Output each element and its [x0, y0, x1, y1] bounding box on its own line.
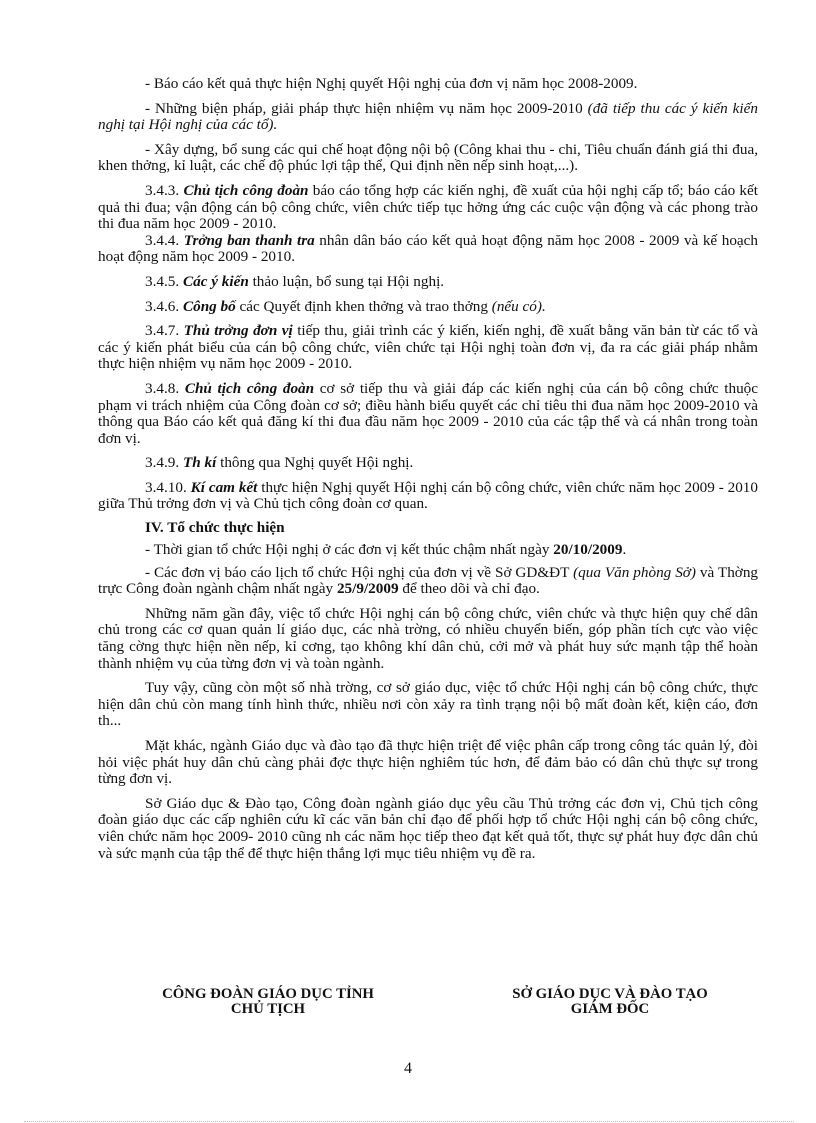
- item-3-4-6: 3.4.6. Công bố các Quyết định khen thởng và trao thởng (nếu có).: [145, 297, 546, 315]
- role-secretary: Th kí: [182, 454, 217, 472]
- page-bottom-divider: [24, 1121, 794, 1122]
- paragraph-report-results: - Báo cáo kết quả thực hiện Nghị quyết Hội nghị của đơn vị năm học 2008-2009.: [145, 75, 638, 92]
- body-paragraph-3: Mặt khác, ngành Giáo dục và đào tạo đã thực hiện triệt để việc phân cấp trong công tác quản lý, đòi hỏi việc phát huy dân chủ càng phải đợc thực hiện nghiêm túc hơn, để đảm bảo có dân chủ thực sự trong từng đơn vị.: [98, 737, 758, 788]
- item-3-4-9: 3.4.9. Th kí thông qua Nghị quyết Hội nghị.: [145, 454, 414, 472]
- schedule-date: 25/9/2009: [336, 580, 399, 598]
- deadline-date: 20/10/2009: [553, 541, 623, 559]
- item-3-4-8: 3.4.8. Chủ tịch công đoàn cơ sở tiếp thu và giải đáp các kiến nghị của cán bộ công chức thuộc phạm vi trách nhiệm của Công đoàn cơ sở; điều hành biểu quyết các chỉ tiêu thi đua năm học 2009-2010 và thông qua Báo cáo kết quả đăng kí thi đua đầu năm học 2009 - 2010 của các tập thể và cá nhân trong toàn đơn vị.: [98, 379, 758, 447]
- signature-right-title: GIÁM ĐỐC: [570, 1001, 650, 1017]
- signature-left-title: CHỦ TỊCH: [230, 1001, 306, 1017]
- role-union-chair: Chủ tịch công đoàn: [183, 181, 309, 199]
- role-commitment: Kí cam kết: [190, 478, 258, 496]
- document-body: [98, 76, 758, 862]
- role-union-chair-2: Chủ tịch công đoàn: [184, 379, 315, 397]
- body-paragraph-2: Tuy vậy, cũng còn một số nhà trờng, cơ sở giáo dục, việc tổ chức Hội nghị cán bộ công chức, thực hiện dân chủ còn mang tính hình thức, nhiều nơi còn xảy ra tình trạng nội bộ mất đoàn kết, kiện cáo, đơn th...: [98, 679, 758, 730]
- paragraph-regulations: - Xây dựng, bổ sung các qui chế hoạt động nội bộ (Công khai thu - chi, Tiêu chuẩn đánh giá thi đua, khen thởng, kỉ luật, các chế độ phúc lợi tập thể, Qui định nền nếp sinh hoạt,...).: [98, 140, 758, 175]
- signature-right: [470, 987, 750, 1017]
- section-heading: IV. Tổ chức thực hiện: [145, 519, 285, 537]
- role-announce: Công bố: [182, 297, 236, 315]
- signature-left: [128, 987, 408, 1017]
- body-paragraph-1: Những năm gần đây, việc tổ chức Hội nghị cán bộ công chức, viên chức và thực hiện quy chế dân chủ trong các cơ quan quản lí giáo dục, các nhà trờng, có nhiều chuyển biến, góp phần tích cực vào việc tăng cờng thực hiện nền nếp, kỉ cơng, tạo không khí dân chủ, cởi mở và phát huy sức mạnh tập thể hoàn thành nhiệm vụ của từng đơn vị và toàn ngành.: [98, 604, 758, 672]
- item-3-4-4: 3.4.4. Trởng ban thanh tra nhân dân báo cáo kết quả hoạt động năm học 2008 - 2009 và kế hoạch hoạt động năm học 2009 - 2010.: [98, 231, 759, 266]
- body-paragraph-4: Sở Giáo dục & Đào tạo, Công đoàn ngành giáo dục yêu cầu Thủ trởng các đơn vị, Chủ tịch công đoàn giáo dục các cấp nghiên cứu kĩ các văn bản chỉ đạo để phối hợp tổ chức Hội nghị cán bộ công chức, viên chức năm học 2009- 2010 cũng nh các năm học tiếp theo đạt kết quả tốt, thực sự phát huy đợc dân chủ và sức mạnh của tập thể để thực hiện thắng lợi mục tiêu nhiệm vụ đề ra.: [98, 794, 758, 862]
- role-opinions: Các ý kiến: [182, 272, 249, 290]
- item-3-4-5: 3.4.5. Các ý kiến thảo luận, bổ sung tại Hội nghị.: [145, 272, 445, 290]
- section-item-schedule: - Các đơn vị báo cáo lịch tổ chức Hội nghị của đơn vị về Sở GD&ĐT (qua Văn phòng Sở) và Thờng trực Công đoàn ngành chậm nhất ngày 25/9/2009 để theo dõi và chỉ đạo.: [98, 563, 759, 598]
- item-3-4-7: 3.4.7. Thủ trởng đơn vị tiếp thu, giải trình các ý kiến, kiến nghị, đề xuất bằng văn bản từ các tổ và các ý kiến phát biểu của cán bộ công chức, viên chức tại Hội nghị toàn đơn vị, đa ra các giải pháp nhằm thực hiện nhiệm vụ năm học 2009 - 2010.: [98, 322, 759, 373]
- signature-left-org: CÔNG ĐOÀN GIÁO DỤC TỈNH: [162, 986, 374, 1002]
- page-number: 4: [404, 1060, 412, 1077]
- signature-block: [98, 987, 758, 1023]
- role-unit-head: Thủ trởng đơn vị: [183, 322, 293, 340]
- item-3-4-3: 3.4.3. Chủ tịch công đoàn báo cáo tổng hợp các kiến nghị, đề xuất của hội nghị cấp tổ; báo cáo kết quả thi đua; vận động cán bộ công chức, viên chức tiếp tục hởng ứng các cuộc vận động và các phong trào thi đua năm học 2009 - 2010.: [98, 181, 758, 233]
- item-3-4-10: 3.4.10. Kí cam kết thực hiện Nghị quyết Hội nghị cán bộ công chức, viên chức năm học 2009 - 2010 giữa Thủ trởng đơn vị và Chủ tịch công đoàn cơ quan.: [98, 478, 758, 513]
- role-inspection-head: Trởng ban thanh tra: [183, 231, 315, 249]
- section-item-deadline: - Thời gian tổ chức Hội nghị ở các đơn vị kết thúc chậm nhất ngày 20/10/2009.: [145, 541, 627, 559]
- paragraph-measures: - Những biện pháp, giải pháp thực hiện nhiệm vụ năm học 2009-2010 (đã tiếp thu các ý kiến kiến nghị tại Hội nghị của các tổ).: [98, 99, 758, 134]
- signature-right-org: SỞ GIÁO DỤC VÀ ĐÀO TẠO: [512, 986, 708, 1002]
